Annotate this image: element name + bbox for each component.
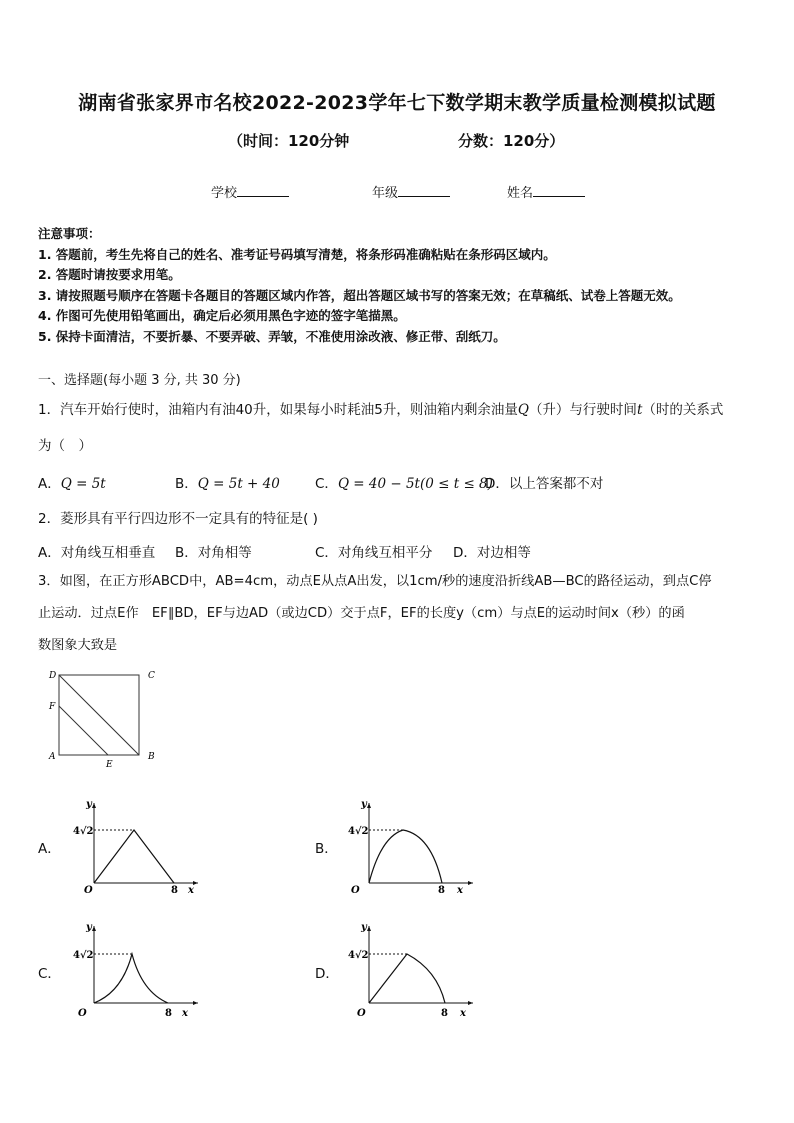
y-label: y	[361, 799, 367, 810]
q3-option-a: A．	[38, 841, 61, 857]
x-end-label: 8	[438, 885, 445, 896]
graph-curve	[369, 830, 442, 883]
note-item: 1. 答题前，考生先将自己的姓名、准考证号码填写清楚，将条形码准确粘贴在条形码区域内。	[38, 246, 556, 262]
exam-time: （时间：120分钟	[228, 132, 350, 150]
segment-ef	[59, 706, 108, 755]
note-item: 5. 保持卡面清洁，不要折暴、不要弄破、弄皱，不准使用涂改液、修正带、刮纸刀。	[38, 328, 506, 344]
label-c: C	[148, 671, 155, 681]
notes-heading: 注意事项：	[38, 226, 101, 241]
q3-stem-line1: 3．如图，在正方形ABCD中，AB=4cm，动点E从点A出发，以1cm/秒的速度沿折线AB—BC的路径运动，到点C停	[38, 574, 712, 589]
label-b: B	[148, 752, 155, 762]
graph-a	[70, 797, 205, 897]
note-item: 3. 请按照题号顺序在答题卡各题目的答题区域内作答，超出答题区域书写的答案无效；在草稿纸、试卷上答题无效。	[38, 287, 681, 303]
origin-label: O	[84, 885, 93, 896]
square-figure	[42, 666, 172, 776]
q2-option-b: B．对角相等	[175, 545, 252, 561]
y-label: y	[86, 922, 92, 933]
q3-option-b: B．	[315, 841, 338, 857]
origin-label: O	[78, 1008, 87, 1019]
q1-stem: 1．汽车开始行使时，油箱内有油40升，如果每小时耗油5升，则油箱内剩余油量Q（升）与行驶时间t（时的关系式	[38, 402, 724, 418]
q3-option-d: D．	[315, 966, 339, 982]
graph-c	[70, 920, 205, 1020]
x-end-label: 8	[441, 1008, 448, 1019]
q2-option-c: C．对角线互相平分	[315, 545, 433, 561]
q1-stem-end: 为（ ）	[38, 438, 92, 454]
origin-label: O	[357, 1008, 366, 1019]
origin-label: O	[351, 885, 360, 896]
section-heading: 一、选择题(每小题 3 分, 共 30 分)	[38, 373, 241, 388]
q1-option-b: B．Q = 5t + 40	[175, 476, 280, 492]
q1-option-c: C．Q = 40 − 5t(0 ≤ t ≤ 8)	[315, 476, 493, 492]
diagonal-bd	[59, 675, 139, 755]
peak-label: 4√2	[348, 826, 369, 837]
q1-option-a: A．Q = 5t	[38, 476, 106, 492]
label-a: A	[49, 752, 56, 762]
x-label: x	[188, 885, 194, 896]
y-label: y	[361, 922, 367, 933]
label-f: F	[49, 702, 56, 712]
graph-b	[345, 797, 480, 897]
q3-stem-line2: 止运动．过点E作 EF∥BD，EF与边AD（或边CD）交于点F，EF的长度y（cm）与点E的运动时间x（秒）的函	[38, 606, 685, 621]
x-label: x	[182, 1008, 188, 1019]
q2-option-a: A．对角线互相垂直	[38, 545, 156, 561]
graph-curve	[94, 954, 168, 1003]
q1-option-d: D．以上答案都不对	[485, 476, 604, 492]
peak-label: 4√2	[73, 826, 94, 837]
x-end-label: 8	[171, 885, 178, 896]
note-item: 2. 答题时请按要求用笔。	[38, 267, 181, 282]
q2-option-d: D．对边相等	[453, 545, 531, 561]
label-d: D	[49, 671, 57, 681]
x-label: x	[457, 885, 463, 896]
notes-section	[38, 224, 681, 347]
graph-curve	[369, 954, 445, 1003]
exam-score: 分数：120分）	[458, 132, 565, 150]
q3-stem-line3: 数图象大致是	[38, 638, 118, 653]
q3-option-c: C．	[38, 966, 61, 982]
peak-label: 4√2	[348, 950, 369, 961]
y-label: y	[86, 799, 92, 810]
label-e: E	[106, 760, 113, 770]
x-end-label: 8	[165, 1008, 172, 1019]
grade-field: 年级	[372, 182, 450, 201]
q2-stem: 2．菱形具有平行四边形不一定具有的特征是( )	[38, 511, 318, 527]
page-title: 湖南省张家界市名校2022-2023学年七下数学期末教学质量检测模拟试题	[78, 92, 716, 114]
peak-label: 4√2	[73, 950, 94, 961]
name-field: 姓名	[507, 182, 585, 201]
x-label: x	[460, 1008, 466, 1019]
graph-line	[94, 830, 174, 883]
note-item: 4. 作图可先使用铅笔画出，确定后必须用黑色字迹的签字笔描黑。	[38, 308, 406, 323]
graph-d	[345, 920, 480, 1020]
school-field: 学校	[211, 182, 289, 201]
